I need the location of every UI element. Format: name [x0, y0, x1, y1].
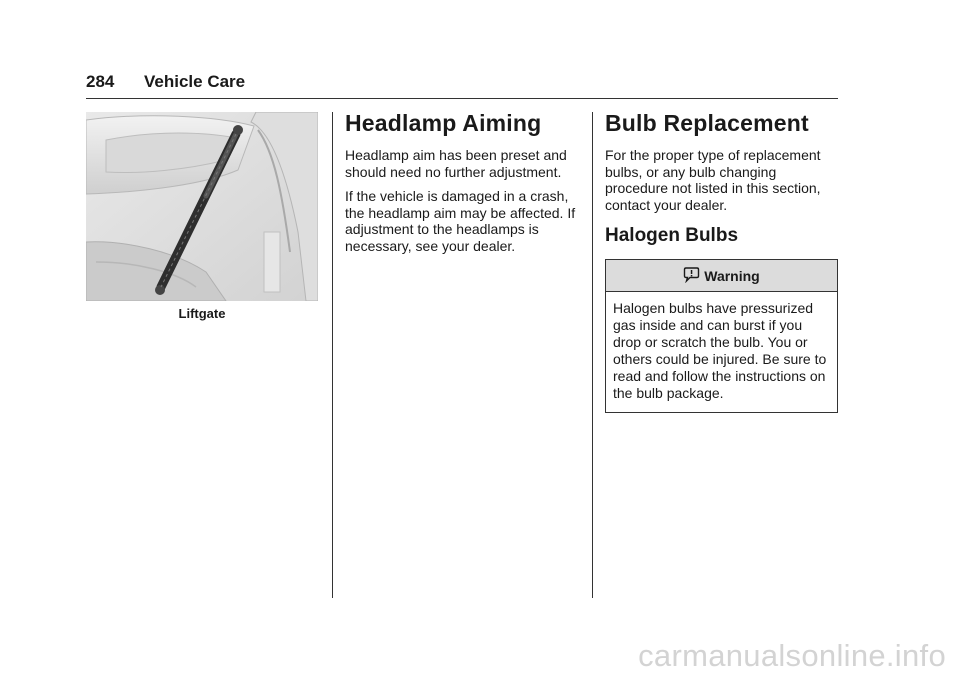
- figure-caption: Liftgate: [178, 306, 226, 321]
- page-header: [86, 72, 838, 98]
- header-rule: [86, 98, 838, 99]
- warning-body: [606, 292, 837, 412]
- bulb-paragraph: For the proper type of replacement bulbs, or any bulb changing procedure not listed in this section, contact your dealer.: [605, 147, 821, 213]
- headlamp-paragraph: Headlamp aim has been preset and should need no further adjustment.: [345, 147, 567, 180]
- watermark: carmanualsonline.info: [638, 638, 946, 673]
- headlamp-aiming-heading: Headlamp Aiming: [345, 110, 542, 136]
- halogen-bulbs-heading: Halogen Bulbs: [605, 225, 739, 246]
- bulb-replacement-section: [605, 110, 838, 413]
- column-divider: [332, 112, 333, 598]
- liftgate-illustration: [86, 112, 318, 301]
- warning-text: Halogen bulbs have pressurized gas inside and can burst if you drop or scratch the bulb. You or others could be injured. Be sure to read and follow the instructions on the bulb package.: [613, 300, 827, 401]
- headlamp-paragraph: If the vehicle is damaged in a crash, the headlamp aim may be affected. If adjustment to the headlamps is necessary, see your dealer.: [345, 188, 576, 254]
- bulb-replacement-heading: Bulb Replacement: [605, 110, 809, 136]
- page-number: 284: [86, 72, 115, 91]
- warning-icon: [683, 266, 700, 286]
- section-title: Vehicle Care: [144, 72, 246, 91]
- warning-box: [605, 259, 838, 413]
- column-divider: [592, 112, 593, 598]
- warning-header: [606, 260, 837, 292]
- warning-label: Warning: [704, 267, 760, 284]
- headlamp-aiming-section: [345, 110, 580, 262]
